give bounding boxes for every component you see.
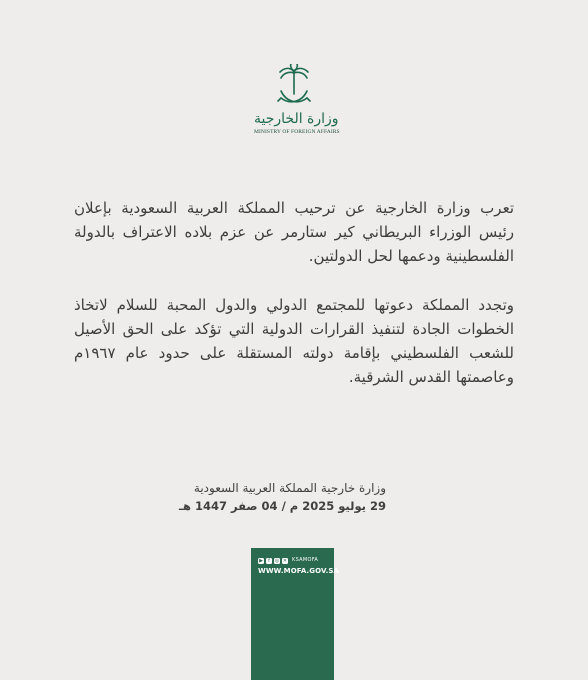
signature-block [150, 480, 386, 516]
contact-card [251, 548, 339, 680]
social-links [258, 557, 318, 564]
youtube-icon[interactable]: ▶ [259, 557, 263, 564]
statement-body [74, 196, 514, 414]
statement-paragraph-1: تعرب وزارة الخارجية عن ترحيب المملكة العربية السعودية بإعلان رئيس الوزراء البريطاني كير ستارمر عن عزم بلاده الاعتراف بالدولة الفلسطينية ودعمها لحل الدولتين. [74, 199, 514, 265]
ministry-arabic-name: وزارة الخارجية [254, 111, 339, 127]
signature-organization: وزارة خارجية المملكة العربية السعودية [193, 481, 386, 495]
statement-paragraph-2: وتجدد المملكة دعوتها للمجتمع الدولي والدول المحبة للسلام لاتخاذ الخطوات الجادة لتنفيذ القرارات الدولية التي تؤكد على الحق الأصيل للشعب الفلسطيني بإقامة دولته المستقلة على حدود عام ١٩٦٧م وعاصمتها القدس الشرقية. [74, 296, 514, 386]
palm-and-swords-icon [276, 64, 312, 108]
statement-date: 29 يوليو 2025 م / 04 صفر 1447 هـ [179, 499, 386, 513]
ministry-english-name: MINISTRY OF FOREIGN AFFAIRS [254, 129, 340, 135]
x-icon[interactable]: ✕ [282, 557, 288, 564]
instagram-icon[interactable]: ◎ [274, 557, 280, 564]
ministry-logo [254, 64, 340, 136]
facebook-icon[interactable]: f [266, 558, 272, 564]
social-handle: KSAMOFA [292, 557, 319, 563]
website-link[interactable]: WWW.MOFA.GOV.SA [258, 567, 339, 575]
